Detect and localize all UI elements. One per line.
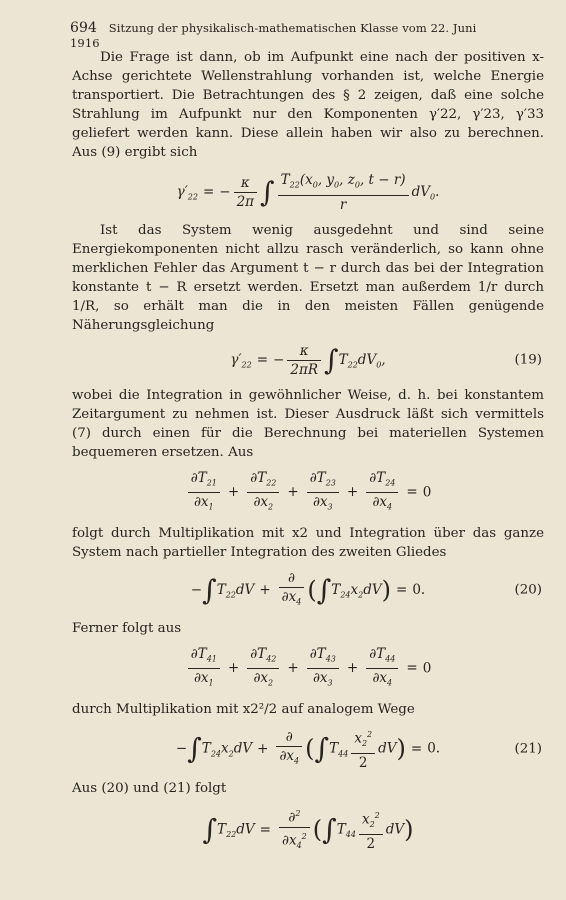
running-header <box>70 20 500 50</box>
article-body <box>72 48 544 862</box>
equation-19: $\gamma'_{22}$ = − $\frac{\kappa}{2\pi R}$ $\int T_{22}dV_0$, (19) <box>230 342 542 378</box>
equation-result: $\int T_{22}dV$ = $\frac{\partial^2}{\partial x_4^2}$ ($\int T_{44}$ $\frac{x_2^2}{2}$ dV) <box>72 806 544 854</box>
paragraph-3: wobei die Integration in gewöhnlicher Weise, d. h. bei konstantem Zeitargument zu nehmen ist. Dieser Ausdruck läßt sich vermittels (7) durch einen für die Berechnung bei materiellen Systemen bequemeren ersetzen. Aus <box>72 387 544 460</box>
equation-number-19: (19) <box>514 352 542 368</box>
paragraph-5: Ferner folgt aus <box>72 620 182 636</box>
equation-gamma22: $\gamma'_{22}$ = − $\frac{\kappa}{2\pi}$ ∫ $\frac{T_{22}(x_0, y_0, z_0, t - r)}{r}$ $dV_0$. <box>176 172 440 213</box>
paragraph-2: Ist das System wenig ausgedehnt und sind seine Energiekomponenten nicht allzu rasch veränderlich, so kann ohne merklichen Fehler das Argument t − r durch das bei der Integration konstante t − R ersetzt werden. Ersetzt man außerdem 1/r durch 1/R, so erhält man die in den meisten Fällen genügende Näherungsgleichung <box>72 222 544 333</box>
equation-20: $-\int T_{22}dV$ + $\frac{\partial}{\partial x_4}$ $(\int T_{24}x_2dV) = 0$. (20) <box>190 570 542 607</box>
equation-conservation-4: $\frac{\partial T_{41}}{\partial x_1}$ + $\frac{\partial T_{42}}{\partial x_2}$ + $\frac{\partial T_{43}}{\partial x_3}$ + $\frac{\partial T_{44}}{\partial x_4}$ = 0 <box>72 646 544 692</box>
paragraph-4: folgt durch Multiplikation mit x2 und Integration über das ganze System nach partieller Integration des zweiten Gliedes <box>72 526 544 561</box>
equation-21: $-\int T_{24}x_2dV$ + $\frac{\partial}{\partial x_4}$ ($\int T_{44}$ $\frac{x_2^2}{2}$ dV) = 0. (21) <box>175 728 542 772</box>
equation-number-20: (20) <box>514 582 542 598</box>
paragraph-6: durch Multiplikation mit x2²/2 auf analogem Wege <box>72 702 415 718</box>
equation-conservation-2: $\frac{\partial T_{21}}{\partial x_1}$ + $\frac{\partial T_{22}}{\partial x_2}$ + $\frac{\partial T_{23}}{\partial x_3}$ + $\frac{\partial T_{24}}{\partial x_4}$ = 0 <box>72 470 544 516</box>
equation-number-21: (21) <box>514 741 542 757</box>
running-title: Sitzung der physikalisch-mathematischen Klasse vom 22. Juni 1916 <box>70 21 477 50</box>
paragraph-1: Die Frage ist dann, ob im Aufpunkt eine nach der positiven x-Achse gerichtete Wellenstrahlung vorhanden ist, welche Energie transportiert. Die Betrachtungen des § 2 zeigen, daß eine solche Strahlung im Aufpunkt nur den Komponenten γ′22, γ′23, γ′33 geliefert werden kann. Diese allein haben wir also zu berechnen. Aus (9) ergibt sich <box>72 50 544 160</box>
paragraph-7: Aus (20) und (21) folgt <box>72 781 227 797</box>
page-number: 694 <box>70 20 98 36</box>
